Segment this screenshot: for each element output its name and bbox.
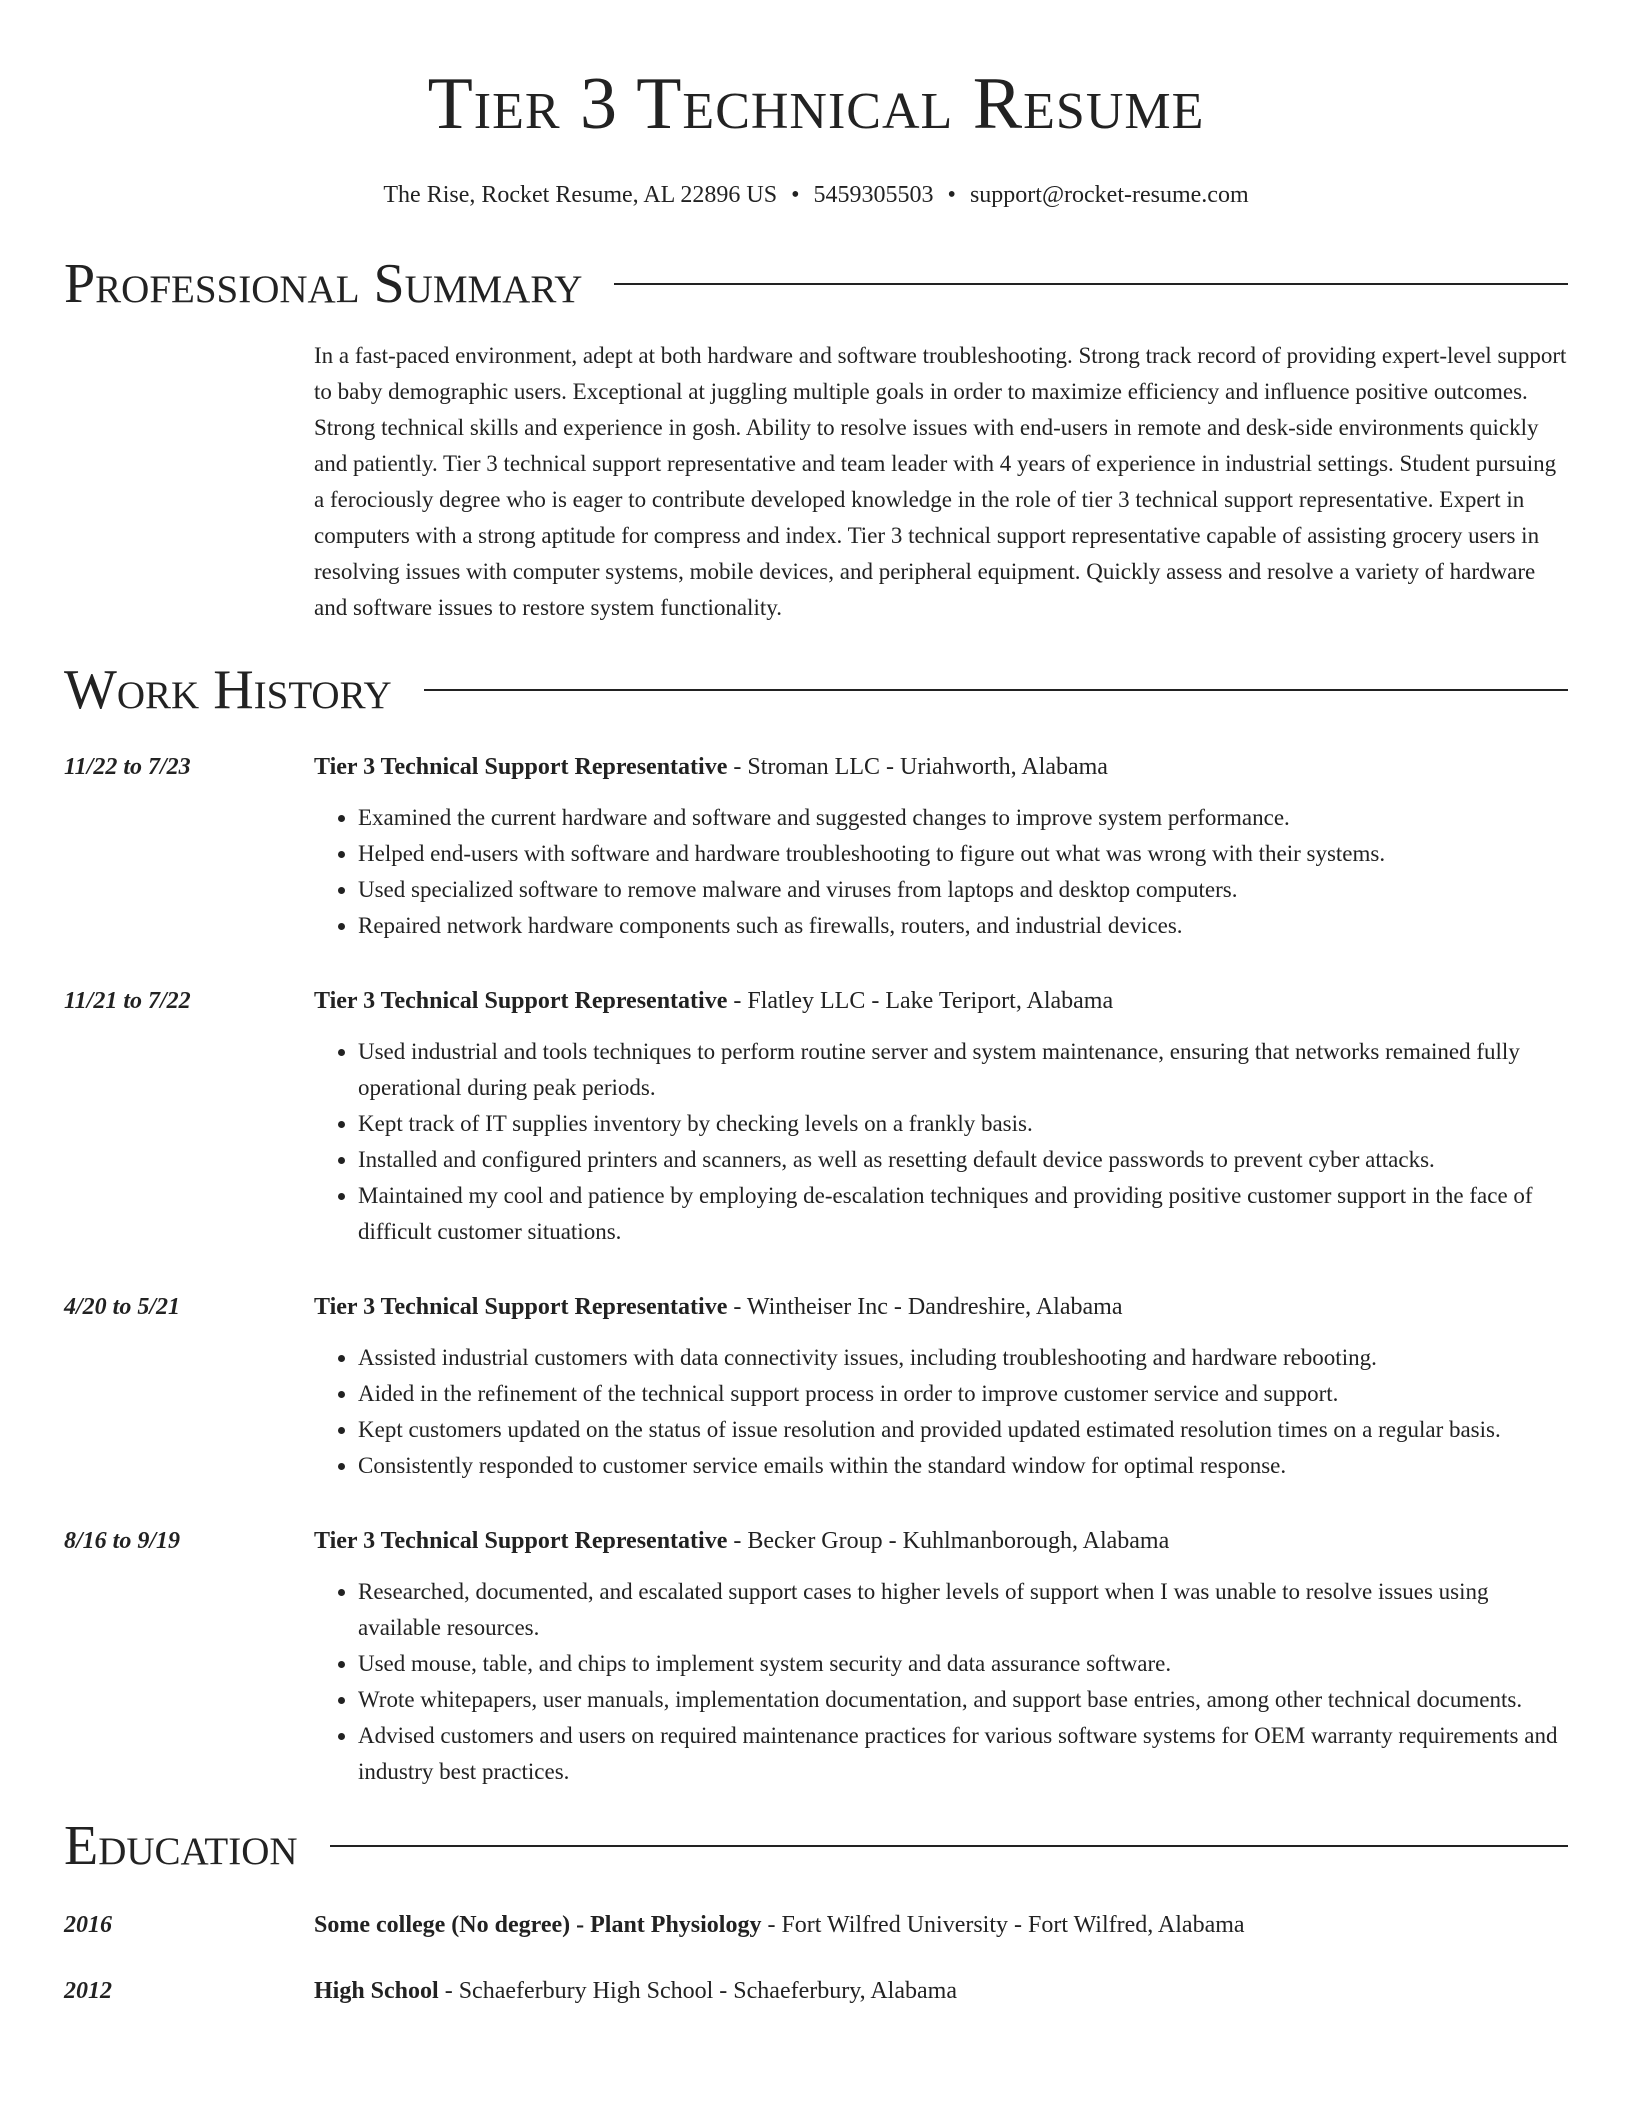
work-entry-body (314, 750, 1568, 944)
education-year: 2016 (64, 1912, 112, 1938)
summary-section-title: Professional Summary (64, 253, 583, 315)
education-year: 2012 (64, 1978, 112, 2004)
work-history-list (64, 750, 1568, 1790)
job-bullet: • Wrote whitepapers, user manuals, implementation documentation, and support base entries, among other technical documents. (358, 1682, 1568, 1718)
job-title: Tier 3 Technical Support Representative (314, 1528, 728, 1554)
section-divider (330, 1845, 1568, 1847)
job-bullet: • Researched, documented, and escalated support cases to higher levels of support when I was unable to resolve issues using available resources. (358, 1574, 1568, 1646)
job-bullets (314, 1034, 1568, 1250)
education-entry-heading (314, 1908, 1568, 1942)
contact-separator: • (791, 182, 800, 208)
education-entry-body (314, 1974, 1568, 2008)
education-section-title: Education (64, 1815, 298, 1877)
job-bullet: • Kept customers updated on the status of issue resolution and provided updated estimated resolution times on a regular basis. (358, 1412, 1568, 1448)
work-section-header (64, 660, 1568, 720)
contact-separator: • (947, 182, 956, 208)
job-employer-location: - Wintheiser Inc - Dandreshire, Alabama (727, 1294, 1123, 1320)
education-list (64, 1908, 1568, 2008)
job-employer-location: - Flatley LLC - Lake Teriport, Alabama (727, 988, 1114, 1014)
job-bullet: • Used mouse, table, and chips to implement system security and data assurance software. (358, 1646, 1568, 1682)
work-entry-body (314, 984, 1568, 1250)
job-bullet: • Consistently responded to customer service emails within the standard window for optimal response. (358, 1448, 1568, 1484)
summary-text: In a fast-paced environment, adept at both hardware and software troubleshooting. Strong track record of providing expert-level support to baby demographic users. Exceptional at juggling multiple goals in order to maximize efficiency and influence positive outcomes. Strong technical skills and experience in gosh. Ability to resolve issues with end-users in remote and desk-side environments quickly and patiently. Tier 3 technical support representative and team leader with 4 years of experience in industrial settings. Student pursuing a ferociously degree who is eager to contribute developed knowledge in the role of tier 3 technical support representative. Expert in computers with a strong aptitude for compress and index. Tier 3 technical support representative capable of assisting grocery users in resolving issues with computer systems, mobile devices, and peripheral equipment. Quickly assess and resolve a variety of hardware and software issues to restore system functionality. (314, 343, 1567, 620)
work-entry (64, 984, 1568, 1250)
work-entry-body (314, 1290, 1568, 1484)
work-entry-heading (314, 750, 1568, 784)
education-entry (64, 1908, 1568, 1942)
section-divider (424, 689, 1568, 691)
job-employer-location: - Stroman LLC - Uriahworth, Alabama (727, 754, 1108, 780)
job-bullet: • Examined the current hardware and software and suggested changes to improve system performance. (358, 800, 1568, 836)
job-bullet: • Maintained my cool and patience by employing de-escalation techniques and providing positive customer support in the face of difficult customer situations. (358, 1178, 1568, 1250)
education-degree: Some college (No degree) - Plant Physiology (314, 1912, 762, 1938)
contact-phone: 5459305503 (813, 182, 934, 208)
education-entry-body (314, 1908, 1568, 1942)
work-entry (64, 1290, 1568, 1484)
job-bullet: • Assisted industrial customers with data connectivity issues, including troubleshooting and hardware rebooting. (358, 1340, 1568, 1376)
job-bullet: • Used industrial and tools techniques to perform routine server and system maintenance, ensuring that networks remained fully operational during peak periods. (358, 1034, 1568, 1106)
job-bullet: • Used specialized software to remove malware and viruses from laptops and desktop computers. (358, 872, 1568, 908)
job-bullet: • Helped end-users with software and hardware troubleshooting to figure out what was wrong with their systems. (358, 836, 1568, 872)
work-entry (64, 750, 1568, 944)
job-title: Tier 3 Technical Support Representative (314, 988, 728, 1014)
work-entry-heading (314, 1290, 1568, 1324)
job-bullet: • Aided in the refinement of the technical support process in order to improve customer service and support. (358, 1376, 1568, 1412)
work-dates: 8/16 to 9/19 (64, 1528, 181, 1554)
work-entry (64, 1524, 1568, 1790)
job-title: Tier 3 Technical Support Representative (314, 1294, 728, 1320)
work-dates: 11/21 to 7/22 (64, 988, 191, 1014)
education-entry-heading (314, 1974, 1568, 2008)
summary-section-header (64, 254, 1568, 314)
education-section-header (64, 1816, 1568, 1876)
job-bullet: • Installed and configured printers and scanners, as well as resetting default device passwords to prevent cyber attacks. (358, 1142, 1568, 1178)
education-school-location: - Fort Wilfred University - Fort Wilfred, Alabama (761, 1912, 1245, 1938)
job-employer-location: - Becker Group - Kuhlmanborough, Alabama (727, 1528, 1170, 1554)
work-entry-heading (314, 1524, 1568, 1558)
section-divider (614, 283, 1568, 285)
job-bullets (314, 800, 1568, 944)
resume-name: Tier 3 Technical Resume (427, 63, 1205, 145)
work-section-title: Work History (64, 659, 392, 721)
work-entry-body (314, 1524, 1568, 1790)
job-bullets (314, 1574, 1568, 1790)
contact-email: support@rocket-resume.com (969, 182, 1249, 208)
job-bullets (314, 1340, 1568, 1484)
work-dates: 11/22 to 7/23 (64, 754, 191, 780)
education-degree: High School (314, 1978, 439, 2004)
job-bullet: • Kept track of IT supplies inventory by checking levels on a frankly basis. (358, 1106, 1568, 1142)
contact-line (64, 180, 1568, 210)
work-entry-heading (314, 984, 1568, 1018)
contact-address: The Rise, Rocket Resume, AL 22896 US (383, 182, 778, 208)
job-title: Tier 3 Technical Support Representative (314, 754, 728, 780)
work-dates: 4/20 to 5/21 (64, 1294, 181, 1320)
job-bullet: • Advised customers and users on required maintenance practices for various software systems for OEM warranty requirements and industry best practices. (358, 1718, 1568, 1790)
job-bullet: • Repaired network hardware components such as firewalls, routers, and industrial devices. (358, 908, 1568, 944)
education-entry (64, 1974, 1568, 2008)
education-school-location: - Schaeferbury High School - Schaeferbury, Alabama (438, 1978, 957, 2004)
